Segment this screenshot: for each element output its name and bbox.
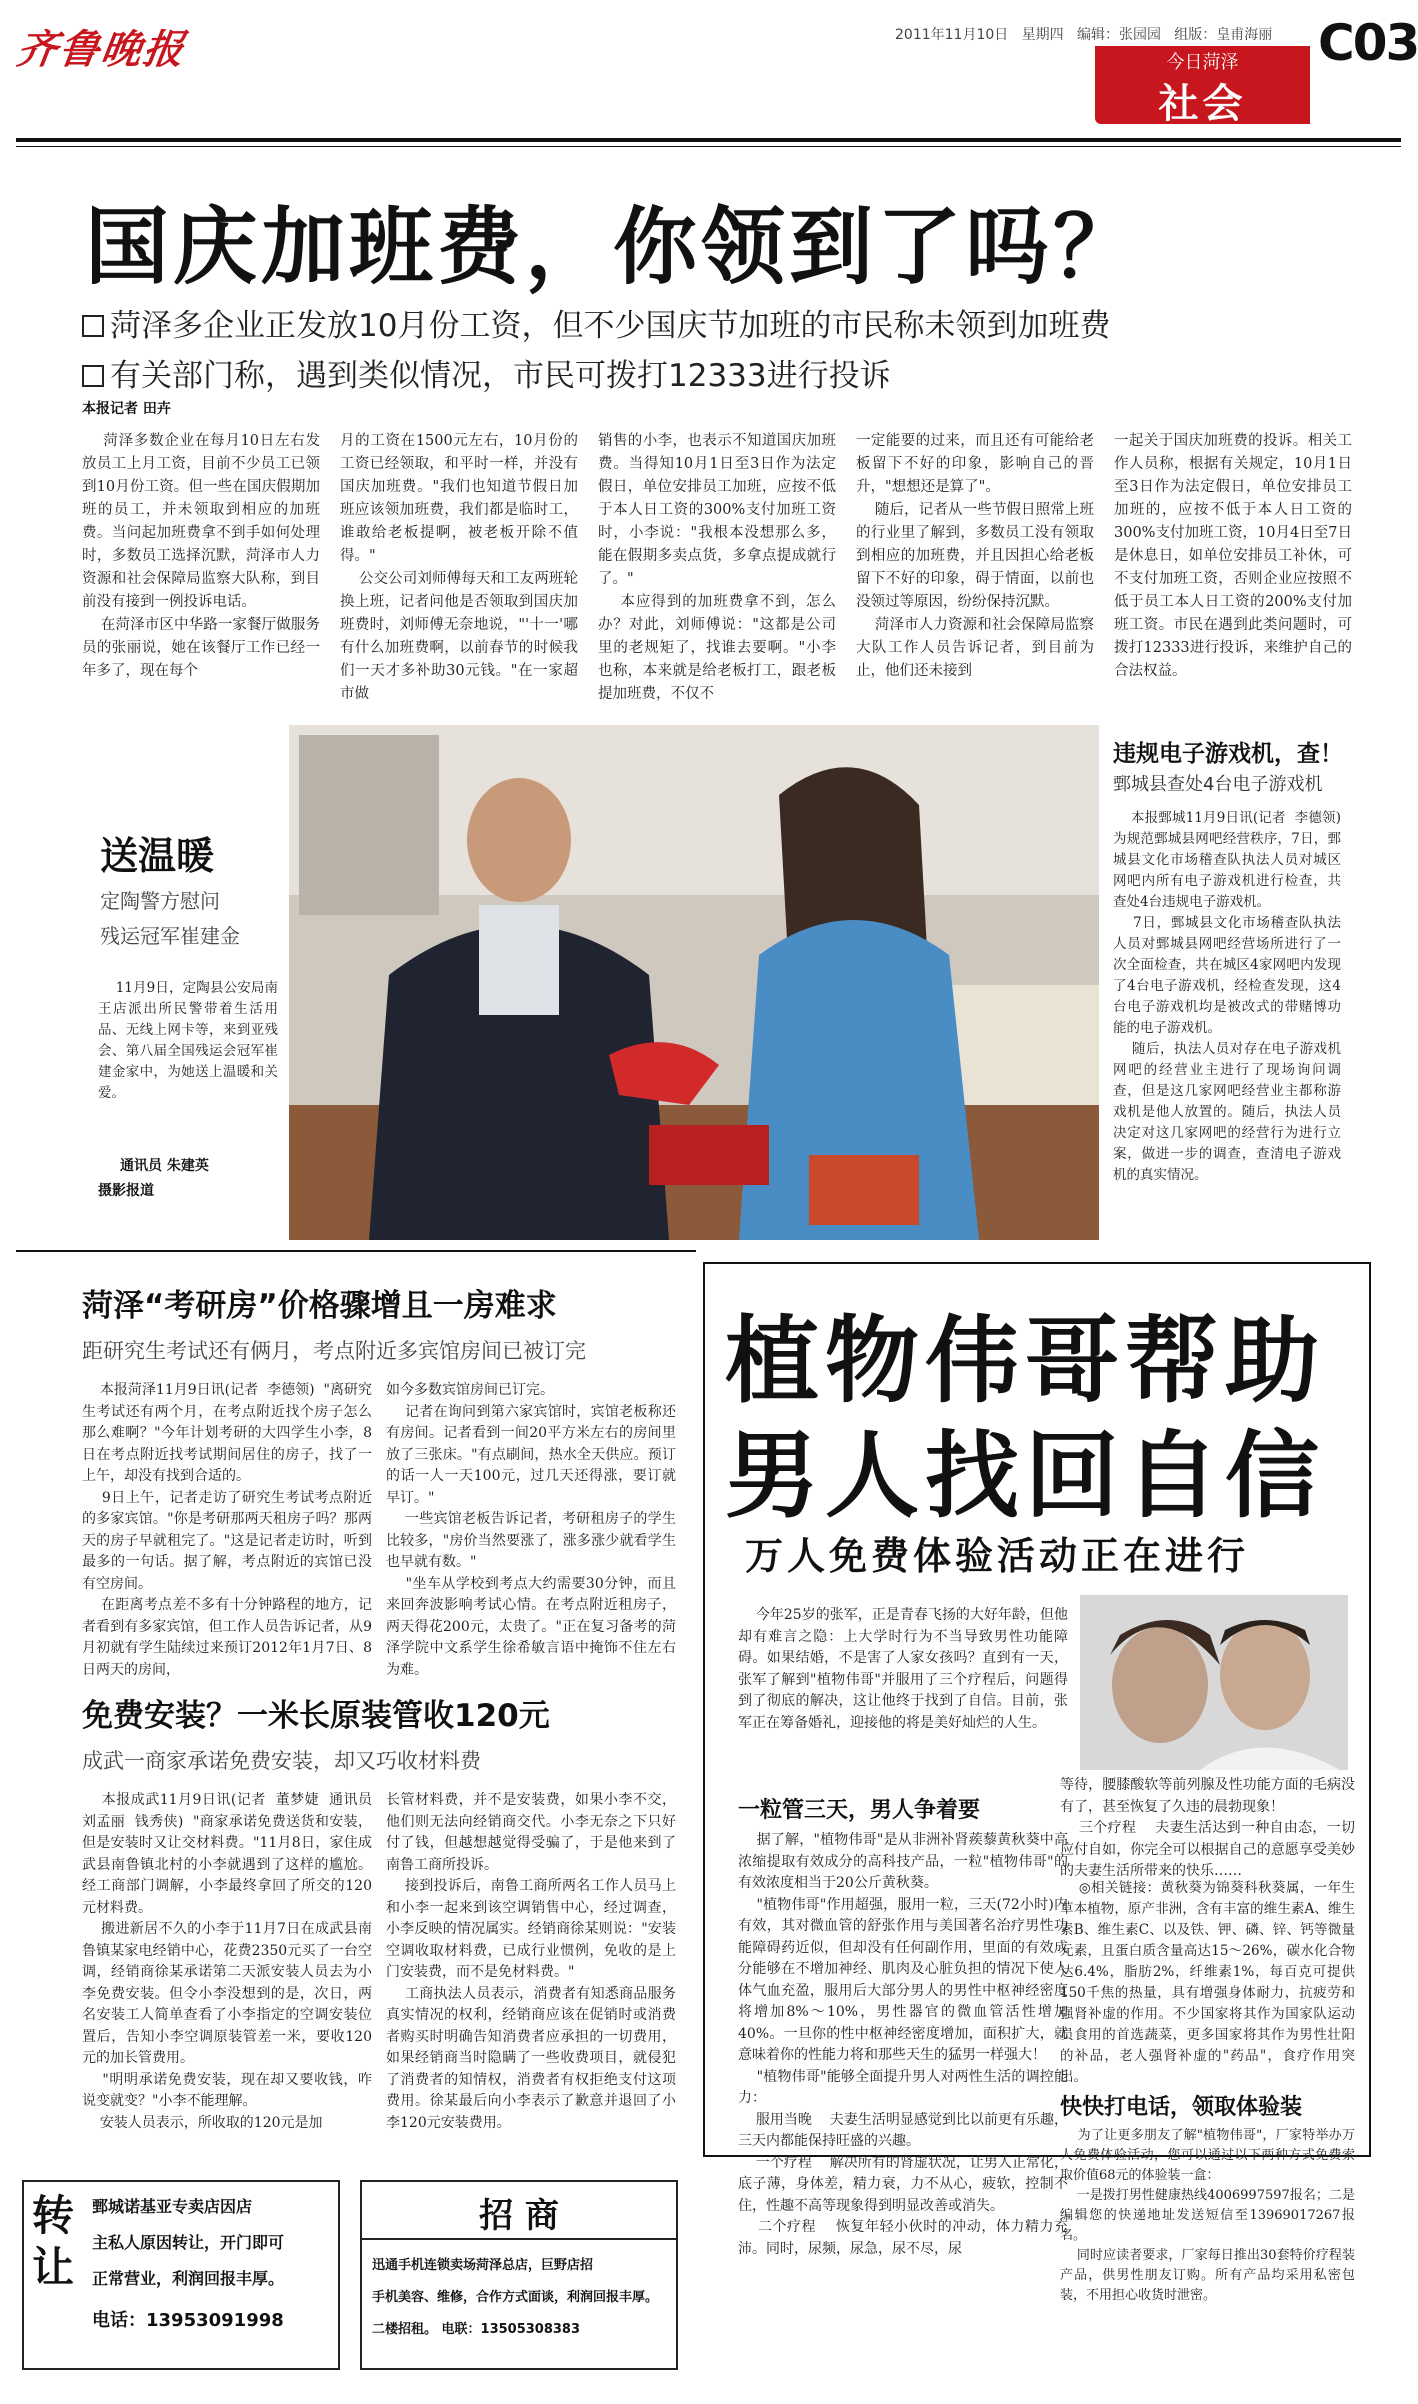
- issue-meta: 2011年11月10日 星期四 编辑：张园园 组版：皇甫海丽: [895, 27, 1273, 43]
- recruit-ad-line-2: 手机美容、维修，合作方式面谈，利润回报丰厚。: [372, 2290, 659, 2305]
- ad-intro: 今年25岁的张军，正是青春飞扬的大好年龄，但他却有难言之隐：上大学时行为不当导致男性功能障碍。如果结婚，不是害了人家女孩吗？直到有一天，张军了解到"植物伟哥"并服用了三个疗程后，问题得到了彻底的解决，这让他终于找到了自信。目前，张军正在筹备婚礼，迎接他的将是美好灿烂的人生。: [738, 1607, 1068, 1731]
- recruit-ad-divider: [362, 2238, 676, 2240]
- ad-col-1: 据了解，"植物伟哥"是从非洲补肾蒺藜黄秋葵中高浓缩提取有效成分的高科技产品，一粒"植物伟哥"的有效浓度相当于20公斤黄秋葵。 "植物伟哥"作用超强，服用一粒，三天(72小时)内有效，其对微血管的舒张作用与美国著名治疗男性功能障碍药近似，但却没有任何副作用，里面的有效成分能够在不增加神经、肌肉及心脏负担的情况下使人体气血充盈，服用后大部分男人的男性中枢神经密度将增加8%～10%，男性器官的微血管活性增加40%。一旦你的性中枢神经密度增加，面积扩大，就意味着你的性能力将和那些天生的猛男一样强大！ "植物伟哥"能够全面提升男人对两性生活的调控能力： 服用当晚 夫妻生活明显感觉到比以前更有乐趣，三天内都能保持旺盛的兴趣。 一个疗程 解决所有的肾虚状况，让男人正常化，底子薄，身体差，精力衰，力不从心，疲软，控制不住，性趣不高等现象得到明显改善或消失。 二个疗程 恢复年轻小伙时的冲动，体力精力充沛。同时，尿频，尿急，尿不尽，尿: [738, 1832, 1068, 2257]
- police-visit-photo: [289, 725, 1099, 1240]
- install-title: 免费安装？一米长原装管收120元: [82, 1698, 550, 1734]
- warm-sub-1: 定陶警方慰问: [100, 889, 220, 913]
- recruit-ad-title: 招 商: [479, 2196, 559, 2236]
- kaoyan-sub: 距研究生考试还有俩月，考点附近多宾馆房间已被订完: [82, 1339, 586, 1363]
- game-body: 本报鄄城11月9日讯(记者 李德领) 为规范鄄城县网吧经营秩序，7日，鄄城县文化市场稽查队执法人员对城区网吧内所有电子游戏机进行检查，共查处4台违规电子游戏机。 7日，鄄城县文化市场稽查队执法人员对鄄城县网吧经营场所进行了一次全面检查，共在城区4家网吧内发现了4台电子游戏机，经检查发现，这4台电子游戏机均是被改式的带赌博功能的电子游戏机。 随后，执法人员对存在电子游戏机网吧的经营业主进行了现场询问调查，但是这几家网吧经营业主都称游戏机是他人放置的。随后，执法人员决定对这几家网吧的经营行为进行立案，做进一步的调查，查清电子游戏机的真实情况。: [1113, 810, 1342, 1183]
- checkbox-bullet-icon: [82, 365, 104, 387]
- page-number: C03: [1318, 14, 1418, 72]
- game-title: 违规电子游戏机，查！: [1113, 741, 1343, 767]
- warm-credit-2: 摄影报道: [98, 1183, 154, 1199]
- ad-section-2: 快快打电话，领取体验装: [1060, 2095, 1303, 2120]
- recruit-ad-line-3: 二楼招租。 电联：13505308383: [372, 2322, 581, 2337]
- ad-col-2b: 为了让更多朋友了解"植物伟哥"，厂家特举办万人免费体验活动，您可以通过以下两种方式免费索取价值68元的体验装一盒： 一是拨打男性健康热线4006997597报名；二是编辑您的快递地址发送短信至13969017267报名。 同时应读者要求，厂家每日推出30套特价疗程装产品，供男性朋友订购。所有产品均采用私密包装，不用担心收货时泄密。: [1060, 2128, 1356, 2303]
- ad-section-1: 一粒管三天，男人争着要: [738, 1798, 981, 1823]
- section-label: 社会: [1158, 81, 1247, 127]
- lead-col-4: 一定能要的过来，而且还有可能给老板留下不好的印象，影响自己的晋升，"想想还是算了"。 随后，记者从一些节假日照常上班的行业里了解到，多数员工没有领取到相应的加班费，并且因担心给老板留下不好的印象，碍于情面，以前也没领过等原因，纷纷保持沉默。 菏泽市人力资源和社会保障局监察大队工作人员告诉记者，到目前为止，他们还未接到: [856, 433, 1095, 679]
- lead-subhead-2: [82, 350, 891, 395]
- warm-title: 送温暖: [100, 834, 215, 878]
- lead-col-5: 一起关于国庆加班费的投诉。相关工作人员称，根据有关规定，10月1日至3日作为法定假日，单位安排员工加班的，应按不低于本人日工资的300%支付加班工资，10月4日至7日是休息日，如单位安排员工补休，可不支付加班工资，否则企业应按照不低于员工本人日工资的200%支付加班工资。市民在遇到此类问题时，可拨打12333进行投诉，来维护自己的合法权益。: [1114, 433, 1352, 679]
- ad-related: ◎相关链接：黄秋葵为锦葵科秋葵属，一年生草本植物，原产非洲，含有丰富的维生素A、维生素B、维生素C、以及铁、钾、磷、锌、钙等微量元素，且蛋白质含量高达15～26%，碳水化合物达6.4%，脂肪2%，纤维素1%，每百克可提供150千焦的热量，具有增强身体耐力，抗疲劳和强肾补虚的作用。不少国家将其作为国家队运动员食用的首选蔬菜，更多国家将其作为男性壮阳的补品，老人强肾补虚的"药品"，食疗作用突出。: [1060, 1880, 1355, 2085]
- lead-subhead-1-text: 菏泽多企业正发放10月份工资，但不少国庆节加班的市民称未领到加班费: [110, 308, 1111, 344]
- masthead-logo: 齐鲁晚报: [13, 26, 189, 73]
- ad-subhead: 万人免费体验活动正在进行: [745, 1534, 1250, 1578]
- section-rule: [16, 1250, 696, 1252]
- transfer-ad: [22, 2180, 340, 2370]
- lead-col-2: 月的工资在1500元左右，10月份的工资已经领取，和平时一样，并没有国庆加班费。"我们也知道节假日加班应该领加班费，我们都是临时工，谁敢给老板提啊，被老板开除不值得。" 公交公司刘师傅每天和工友两班轮换上班，记者问他是否领取到国庆加班费时，刘师傅无奈地说，"'十一'哪有什么加班费啊，以前春节的时候我们一天才多补助30元钱。"在一家超市做: [340, 433, 579, 702]
- top-rule: [16, 138, 1401, 142]
- checkbox-bullet-icon: [82, 315, 104, 337]
- install-sub: 成武一商家承诺免费安装，却又巧收材料费: [82, 1749, 481, 1773]
- transfer-ad-line-1: 鄄城诺基亚专卖店因店: [92, 2197, 253, 2216]
- ad-headline-2: 男人找回自信: [725, 1422, 1326, 1531]
- transfer-ad-line-3: 正常营业，利润回报丰厚。: [92, 2269, 285, 2288]
- section-sub-label: 今日菏泽: [1166, 52, 1239, 73]
- lead-byline: 本报记者 田卉: [82, 401, 171, 417]
- kaoyan-col-2: 如今多数宾馆房间已订完。 记者在询问到第六家宾馆时，宾馆老板称还有房间。记者看到一间20平方米左右的房间里放了三张床。"有点刷间，热水全天供应。预订的话一人一天100元，过几天还得涨，要订就早订。" 一些宾馆老板告诉记者，考研租房子的学生比较多，"房价当然要涨了，涨多涨少就看学生也早就有数。" "坐车从学校到考点大约需要30分钟，而且来回奔波影响考试心情。在考点附近租房子，两天得花200元，太贵了。"正在复习备考的菏泽学院中文系学生徐希敏言语中掩饰不住左右为难。: [386, 1382, 676, 1678]
- transfer-ad-line-2: 主私人原因转让，开门即可: [92, 2233, 285, 2252]
- install-col-1: 本报成武11月9日讯(记者 董梦婕 通讯员 刘孟丽 钱秀侠) "商家承诺免费送货和安装，但是安装时又让交材料费。"11月8日，家住成武县南鲁镇北村的小李就遇到了这样的尴尬。经工商部门调解，小李最终拿回了所交的120元材料费。 搬进新居不久的小李于11月7日在成武县南鲁镇某家电经销中心，花费2350元买了一台空调，经销商徐某承诺第二天派安装人员去为小李免费安装。但令小李没想到的是，次日，两名安装工人简单查看了小李指定的空调安装位置后，告知小李空调原装管差一米，要收120元的加长管费用。 "明明承诺免费安装，现在却又要收钱，咋说变就变？"小李不能理解。 安装人员表示，所收取的120元是加: [82, 1792, 372, 2131]
- lead-subhead-1: [82, 300, 1110, 345]
- warm-credit-1: 通讯员 朱建英: [120, 1158, 209, 1174]
- lead-col-3: 销售的小李，也表示不知道国庆加班费。当得知10月1日至3日作为法定假日，单位安排员工加班，应按不低于本人日工资的300%支付加班工资时，小李说："我根本没想那么多，能在假期多卖点货，多拿点提成就行了。" 本应得到的加班费拿不到，怎么办？对此，刘师傅说："这都是公司里的老规矩了，找谁去要啊。"小李也称，本来就是给老板打工，跟老板提加班费，不仅不: [598, 433, 837, 702]
- couple-photo: [1080, 1595, 1348, 1770]
- ad-col-2a: 等待，腰膝酸软等前列腺及性功能方面的毛病没有了，甚至恢复了久违的晨勃现象！ 三个疗程 夫妻生活达到一种自由态，一切应付自如，你完全可以根据自己的意愿享受美妙的夫妻生活所带来的快乐……: [1060, 1777, 1355, 1879]
- install-col-2: 长管材料费，并不是安装费，如果小李不交，他们则无法向经销商交代。小李无奈之下只好付了钱，但越想越觉得受骗了，于是他来到了南鲁工商所投诉。 接到投诉后，南鲁工商所两名工作人员马上和小李一起来到该空调销售中心，经过调查，小李反映的情况属实。经销商徐某则说："安装空调收取材料费，已成行业惯例，免收的是上门安装费，而不是免材料费。" 工商执法人员表示，消费者有知悉商品服务真实情况的权利，经销商应该在促销时或消费者购买时明确告知消费者应承担的一切费用，如果经销商当时隐瞒了一些收费项目，就侵犯了消费者的知情权，消费者有权拒绝支付这项费用。徐某最后向小李表示了歉意并退回了小李120元安装费用。: [386, 1792, 676, 2131]
- lead-col-1: 菏泽多数企业在每月10日左右发放员工上月工资，目前不少员工已领到10月份工资。但一些在国庆假期加班的员工，并未领取到相应的加班费。当问起加班费拿不到手如何处理时，多数员工选择沉默，菏泽市人力资源和社会保障局监察大队称，到目前没有接到一例投诉电话。 在菏泽市区中华路一家餐厅做服务员的张丽说，她在该餐厅工作已经一年多了，现在每个: [82, 433, 321, 679]
- transfer-ad-phone: 电话：13953091998: [92, 2310, 284, 2331]
- transfer-ad-title: 转让: [32, 2191, 75, 2292]
- news-photo: [289, 725, 1099, 1240]
- warm-body: 11月9日，定陶县公安局南王店派出所民警带着生活用品、无线上网卡等，来到亚残会、第八届全国残运会冠军崔建金家中，为她送上温暖和关爱。: [98, 980, 278, 1101]
- kaoyan-title: 菏泽“考研房”价格骤增且一房难求: [82, 1288, 557, 1324]
- lead-headline: 国庆加班费，你领到了吗？: [85, 198, 1142, 296]
- recruit-ad-line-1: 迅通手机连锁卖场菏泽总店，巨野店招: [372, 2258, 594, 2273]
- lead-subhead-2-text: 有关部门称，遇到类似情况，市民可拨打12333进行投诉: [110, 358, 891, 394]
- ad-photo: [1080, 1595, 1348, 1770]
- recruit-ad: [360, 2180, 678, 2370]
- kaoyan-col-1: 本报菏泽11月9日讯(记者 李德领) "离研究生考试还有两个月，在考点附近找个房子怎么那么难啊？"今年计划考研的大四学生小李，8日在考点附近找考试期间居住的房子，找了一上午，却没有找到合适的。 9日上午，记者走访了研究生考试考点附近的多家宾馆。"你是考研那两天租房子吗？那两天的房子早就租完了。"这是记者走访时，听到最多的一句话。据了解，考点附近的宾馆已没有空房间。 在距离考点差不多有十分钟路程的地方，记者看到有多家宾馆，但工作人员告诉记者，从9月初就有学生陆续过来预订2012年1月7日、8日两天的房间，: [82, 1382, 372, 1678]
- top-rule-thin: [16, 146, 1401, 147]
- section-tab: [1095, 46, 1310, 127]
- warm-sub-2: 残运冠军崔建金: [100, 924, 240, 948]
- game-sub: 鄄城县查处4台电子游戏机: [1113, 774, 1323, 795]
- ad-headline-1: 植物伟哥帮助: [725, 1307, 1326, 1416]
